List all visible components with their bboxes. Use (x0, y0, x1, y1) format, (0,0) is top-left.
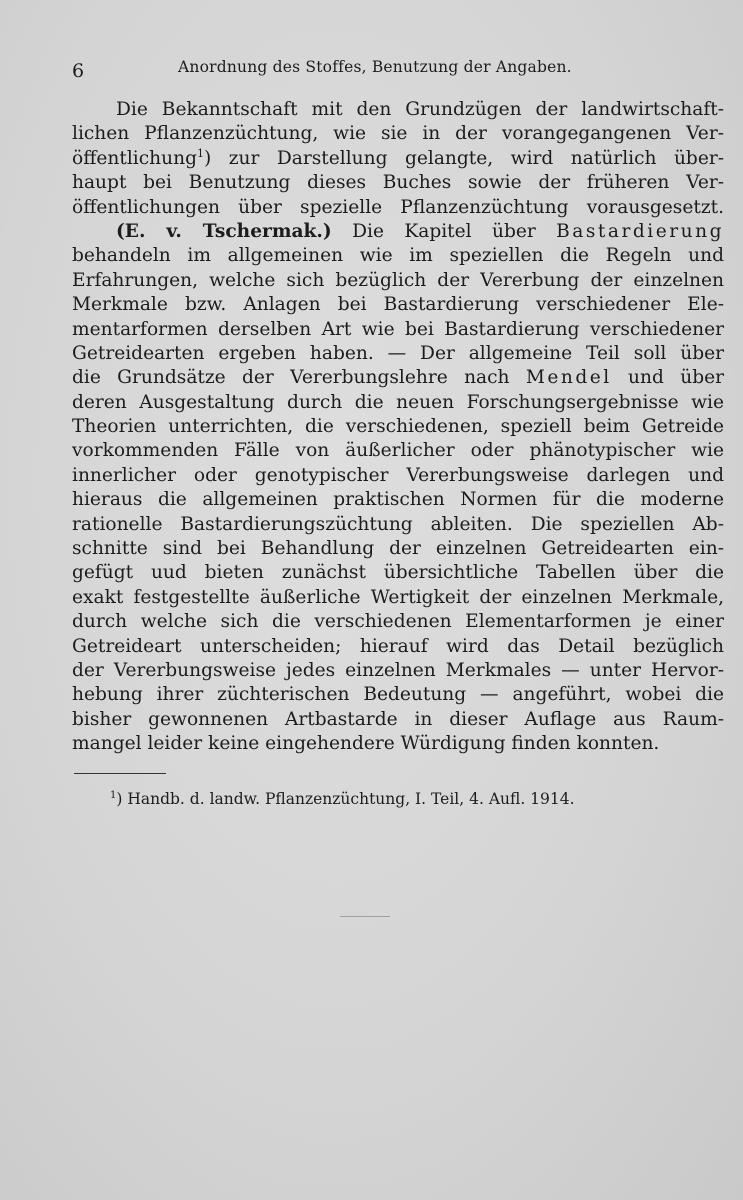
text-line: hieraus die allgemeinen praktischen Normen für die moderne (72, 489, 724, 511)
text-line: vorkommenden Fälle von äußerlicher oder phänotypischer wie (72, 440, 724, 462)
author-name: (E. v. Tschermak.) (116, 220, 332, 242)
text-line: Getreidearten ergeben haben. — Der allgemeine Teil soll über (72, 342, 724, 364)
text-line (72, 147, 724, 171)
text-segment: Die Kapitel über (331, 220, 557, 242)
text-segment: und über (611, 367, 724, 389)
text-line: Theorien unterrichten, die verschiedenen, speziell beim Getreide (72, 416, 724, 438)
text-line: öffentlichungen über spezielle Pflanzenzüchtung vorausgesetzt. (72, 196, 724, 218)
text-line: mentarformen derselben Art wie bei Bastardierung verschiedener (72, 318, 724, 340)
text-segment: öffentlichung (72, 147, 197, 169)
page-number: 6 (72, 60, 85, 82)
text-line: innerlicher oder genotypischer Vererbungsweise darlegen und (72, 464, 724, 486)
text-line: gefügt uud bieten zunächst übersichtliche Tabellen über die (72, 562, 724, 584)
text-line: hebung ihrer züchterischen Bedeutung — angeführt, wobei die (72, 684, 724, 706)
text-line: Die Bekanntschaft mit den Grundzügen der landwirtschaft- (116, 99, 724, 120)
emphasized-term: Bastardierung (556, 220, 724, 242)
text-line: lichen Pflanzenzüchtung, wie sie in der vorangegangenen Ver- (72, 123, 724, 145)
page-header (72, 58, 712, 84)
text-line: Merkmale bzw. Anlagen bei Bastardierung verschiedener Ele- (72, 294, 724, 316)
text-line: schnitte sind bei Behandlung der einzelnen Getreidearten ein- (72, 538, 724, 560)
text-line: bisher gewonnenen Artbastarde in dieser Auflage aus Raum- (72, 708, 724, 730)
text-line: mangel leider keine eingehendere Würdigung finden konnten. (72, 733, 660, 755)
text-line: durch welche sich die verschiedenen Elementarformen je einer (72, 611, 724, 633)
running-head: Anordnung des Stoffes, Benutzung der Angaben. (178, 58, 572, 76)
text-line: deren Ausgestaltung durch die neuen Forschungsergebnisse wie (72, 391, 724, 413)
footnote-divider (74, 773, 166, 774)
text-line (72, 366, 724, 390)
text-line: Erfahrungen, welche sich bezüglich der Vererbung der einzelnen (72, 269, 724, 291)
text-segment: die Grundsätze der Vererbungslehre nach (72, 367, 526, 389)
text-line: behandeln im allgemeinen wie im speziellen die Regeln und (72, 245, 724, 267)
footnote-reference: 1 (197, 146, 204, 160)
print-smudge (340, 916, 390, 917)
text-line: der Vererbungsweise jedes einzelnen Merkmales — unter Hervor- (72, 659, 724, 681)
footnote-marker: 1 (110, 789, 117, 801)
text-line (72, 220, 724, 244)
emphasized-name: Mendel (525, 367, 612, 389)
text-line: Getreideart unterscheiden; hierauf wird das Detail bezüglich (72, 635, 724, 657)
footnote (110, 790, 575, 808)
text-line: exakt festgestellte äußerliche Wertigkeit der einzelnen Merkmale, (72, 586, 724, 608)
text-line: rationelle Bastardierungszüchtung ableiten. Die speziellen Ab- (72, 513, 724, 535)
text-segment: ) zur Darstellung gelangte, wird natürlich über- (204, 147, 724, 169)
text-line: haupt bei Benutzung dieses Buches sowie der früheren Ver- (72, 172, 724, 194)
body-text (72, 98, 724, 757)
footnote-text: ) Handb. d. landw. Pflanzenzüchtung, I. Teil, 4. Aufl. 1914. (116, 790, 575, 808)
